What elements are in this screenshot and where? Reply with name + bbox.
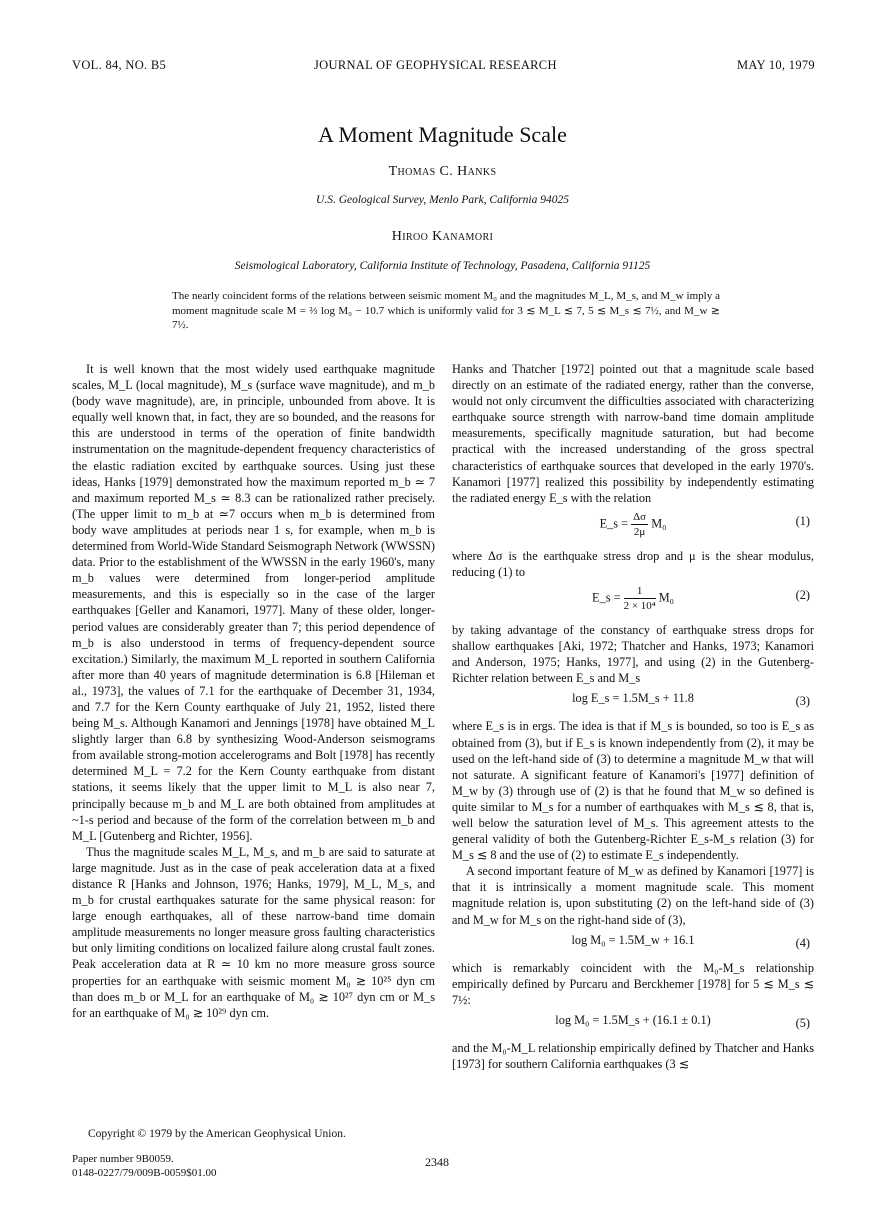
equation-lhs: E_s = (599, 516, 629, 531)
fraction-denominator: 2μ (633, 525, 646, 538)
left-column (72, 361, 435, 1021)
page-number: 2348 (425, 1155, 449, 1169)
paper-title: A Moment Magnitude Scale (318, 122, 567, 147)
footer-identifiers (72, 1152, 217, 1180)
paragraph: It is well known that the most widely used earthquake magnitude scales, M_L (local magnitude), M_s (surface wave magnitude), and m_b (body wave magnitude), are, in principle, unbounded from above. It is equally well known that, in fact, they are so bounded, and the reasons for this are understood in terms of the operation of finite bandwidth instrumentation on the magnitude-dependent frequency characteristics of the elastic radiation excited by earthquake sources. Using just these ideas, Hanks [1979] demonstrated how the maximum reported m_b ≃ 7 and maximum reported M_s ≃ 8.3 can be rationalized rather precisely. (The upper limit to m_b at ≃7 occurs when m_b is determined from body wave amplitudes at periods near 1 s, for example, when m_b is determined from World-Wide Standard Seismograph Network (WWSSN) data. Prior to the establishment of the WWSSN in the early 1960's, many m_b values were determined from longer-period amplitude measurements, and this is especially so in the case of the larger earthquakes [Geller and Kanamori, 1977]. Many of these older, longer-period values are considerably greater than 7; this period dependence of m_b is also understood in terms of frequency-dependent source excitation.) Similarly, the maximum M_L reported in southern California after more than 40 years of magnitude determination is 6.8 [Hileman et al., 1973], the values of 7.1 for the earthquake of December 31, 1934, and 7.7 for the Kern County earthquake of July 21, 1952, listed there being M_s. Although Kanamori and Jennings [1978] have obtained M_L slightly larger than 6.8 by synthesizing Wood-Anderson seismograms from available strong-motion accelerograms and Bolt [1978] has recently determined M_L = 7.2 for the Kern County earthquake from distant stations, it seems likely that the upper limit to M_L is also near 7, principally because m_b and M_L are both obtained from amplitudes at ~1-s period and because of the form of the correlation between m_b and M_L [Gutenberg and Richter, 1956]. (72, 362, 436, 843)
equation-rhs: M₀ (658, 590, 674, 605)
equation-number: (2) (795, 588, 810, 603)
equation-lhs: E_s = (592, 590, 621, 605)
abstract: The nearly coincident forms of the relations between seismic moment M₀ and the magnitudes M_L, M_s, and M_w imply a moment magnitude scale M = ⅔ log M₀ − 10.7 which is uniformly valid for 3 ≲ M_L ≲ 7, 5 ≲ M_s ≲ 7½, and M_w ≳ 7½. (172, 290, 720, 331)
paragraph: which is remarkably coincident with the M₀-M_s relationship empirically defined by Purcaru and Berckhemer [1978] for 5 ≲ M_s ≲ 7½: (452, 960, 814, 1007)
paper-number: Paper number 9B0059. (72, 1153, 174, 1165)
journal-name: JOURNAL OF GEOPHYSICAL RESEARCH (314, 58, 557, 72)
paragraph: A second important feature of M_w as defined by Kanamori [1977] is that it is intrinsically a moment magnitude scale. This moment magnitude relation is, upon substituting (2) on the left-hand side of (3) and M_w for M_s on the right-hand side of (3), (452, 864, 814, 927)
fraction-denominator: 2 × 10⁴ (623, 600, 656, 613)
paragraph: where E_s is in ergs. The idea is that if M_s is bounded, so too is E_s as obtained from (3), but if E_s is known independently from (2), it may be used on the left-hand side of (3) to determine a magnitude M_w that will not saturate. A significant feature of Kanamori's [1977] definition of M_w by (3) through use of (2) is that he found that M_w so defined is quite similar to M_s for a number of earthquakes with M_s ≲ 8, that is, well below the saturation level of M_s. This agreement attests to the general validity of both the Gutenberg-Richter E_s-M_s relation (3) for M_s ≲ 8 and the use of (2) to estimate E_s independently. (452, 719, 814, 863)
author-name-1: Thomas C. Hanks (388, 164, 497, 179)
paragraph: and the M₀-M_L relationship empirically defined by Thatcher and Hanks [1973] for southern California earthquakes (3 ≲ (452, 1040, 814, 1071)
paragraph: by taking advantage of the constancy of earthquake stress drops for shallow earthquakes [Aki, 1972; Thatcher and Hanks, 1973; Kanamori and Anderson, 1975; Hanks, 1977], and using (2) in the Gutenberg-Richter relation between E_s and M_s (452, 623, 814, 686)
author-name-2: Hiroo Kanamori (391, 229, 494, 244)
author-affiliation-2: Seismological Laboratory, California Institute of Technology, Pasadena, California 91125 (234, 260, 651, 272)
equation-3 (452, 690, 814, 714)
right-column (452, 361, 814, 1072)
paragraph: Hanks and Thatcher [1972] pointed out that a magnitude scale based directly on an estimate of the radiated energy, rather than the converse, would not only circumvent the difficulties associated with characterizing earthquake source strength with narrow-band time domain amplitude measurements, specifically magnitude saturation, but had become practical with the increased understanding of the gross spectral characteristics of earthquake sources that developed in the early 1970's. Kanamori [1977] realized this possibility by independently estimating the radiated energy E_s with the relation (452, 362, 814, 505)
fraction-numerator: Δσ (633, 510, 647, 523)
equation-4 (452, 932, 814, 956)
equation-rhs: M₀ (651, 516, 667, 531)
equation-body: log M₀ = 1.5M_w + 16.1 (571, 932, 695, 947)
paragraph: Thus the magnitude scales M_L, M_s, and m_b are said to saturate at large magnitude. Just as in the case of peak acceleration data at a fixed distance R [Hanks and Johnson, 1976; Hanks, 1979], M_L, M_s, and m_b for crustal earthquakes saturate for the same physical reason: for large enough earthquakes, all of these narrow-band time domain amplitude measurements no longer measure gross faulting characteristics but only limiting conditions on localized failure along crustal fault zones. Peak acceleration data at R ≃ 10 km no more measure gross source properties for an earthquake with seismic moment M₀ ≳ 10²⁵ dyn cm than does m_b or M_L for an earthquake of M₀ ≳ 10²⁷ dyn cm or M_s for an earthquake of M₀ ≳ 10²⁹ dyn cm. (72, 844, 435, 1020)
volume-label: VOL. 84, NO. B5 (72, 58, 167, 72)
equation-number: (1) (795, 513, 810, 528)
issue-date: MAY 10, 1979 (736, 58, 815, 72)
equation-2 (452, 584, 814, 618)
equation-5 (452, 1012, 814, 1036)
equation-number: (3) (795, 694, 810, 709)
equation-body: log M₀ = 1.5M_s + (16.1 ± 0.1) (555, 1012, 711, 1027)
equation-number: (4) (795, 935, 810, 950)
equation-number: (5) (795, 1015, 810, 1030)
equation-body: log E_s = 1.5M_s + 11.8 (572, 691, 694, 706)
paragraph: where Δσ is the earthquake stress drop and μ is the shear modulus, reducing (1) to (452, 548, 814, 579)
equation-1 (452, 510, 814, 544)
author-affiliation-1: U.S. Geological Survey, Menlo Park, California 94025 (316, 194, 569, 206)
equation-fraction (631, 510, 648, 539)
issn-code: 0148-0227/79/009B-0059$01.00 (72, 1167, 217, 1179)
copyright-notice: Copyright © 1979 by the American Geophysical Union. (88, 1128, 346, 1140)
fraction-numerator: 1 (624, 584, 656, 599)
equation-fraction (624, 584, 656, 613)
running-header (72, 58, 815, 78)
